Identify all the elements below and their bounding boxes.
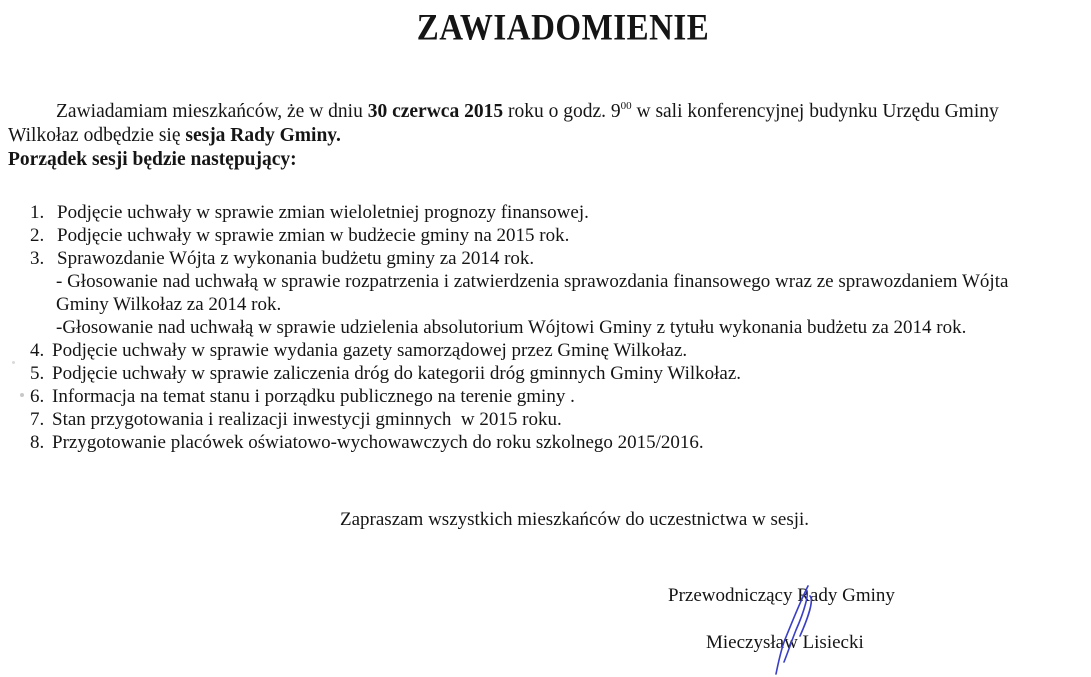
agenda-item bbox=[56, 316, 966, 339]
agenda-item-number: 5. bbox=[30, 363, 45, 384]
intro-line2-text: Wilkołaz odbędzie się bbox=[8, 125, 186, 146]
signatory-name: Mieczysław Lisiecki bbox=[706, 632, 864, 653]
agenda-item-number: 7. bbox=[30, 409, 45, 430]
handwritten-signature bbox=[770, 582, 830, 677]
agenda-item-text: Gminy Wilkołaz za 2014 rok. bbox=[56, 294, 282, 315]
agenda-item-text: -Głosowanie nad uchwałą w sprawie udzielenia absolutorium Wójtowi Gminy z tytułu wykonania budżetu za 2014 rok. bbox=[56, 317, 967, 338]
time-superscript: 00 bbox=[620, 100, 632, 112]
agenda-item-text: Stan przygotowania i realizacji inwestycji gminnych w 2015 roku. bbox=[52, 409, 562, 430]
signatory-title: Przewodniczący Rady Gminy bbox=[668, 585, 895, 606]
closing-invitation: Zapraszam wszystkich mieszkańców do uczestnictwa w sesji. bbox=[340, 509, 810, 530]
session-name: sesja Rady Gminy. bbox=[185, 125, 341, 146]
agenda-item bbox=[30, 408, 562, 431]
agenda-item bbox=[30, 431, 704, 454]
agenda-item-number: 2. bbox=[30, 225, 45, 246]
agenda-item-number: 4. bbox=[30, 340, 45, 361]
agenda-heading: Porządek sesji będzie następujący: bbox=[8, 149, 297, 170]
agenda-item bbox=[56, 293, 281, 316]
agenda-item bbox=[30, 247, 534, 270]
agenda-item bbox=[30, 201, 589, 224]
intro-text-part1: Zawiadamiam mieszkańców, że w dniu bbox=[56, 101, 368, 122]
scan-speck bbox=[12, 361, 15, 364]
agenda-item bbox=[56, 270, 1008, 293]
agenda-item-number: 3. bbox=[30, 248, 45, 269]
intro-line-1 bbox=[56, 100, 999, 124]
agenda-item bbox=[30, 224, 569, 247]
agenda-item bbox=[30, 385, 575, 408]
agenda-item-number: 6. bbox=[30, 386, 45, 407]
intro-line-2 bbox=[8, 124, 341, 148]
agenda-item-number: 8. bbox=[30, 432, 45, 453]
agenda-item bbox=[30, 362, 741, 385]
agenda-item bbox=[30, 339, 687, 362]
agenda-item-text: Informacja na temat stanu i porządku publicznego na terenie gminy . bbox=[52, 386, 575, 407]
scan-speck bbox=[20, 393, 24, 397]
agenda-item-text: Podjęcie uchwały w sprawie zmian wieloletniej prognozy finansowej. bbox=[57, 202, 589, 223]
agenda-item-text: Sprawozdanie Wójta z wykonania budżetu gminy za 2014 rok. bbox=[57, 248, 535, 269]
session-date: 30 czerwca 2015 bbox=[367, 101, 504, 122]
agenda-item-text: Podjęcie uchwały w sprawie wydania gazety samorządowej przez Gminę Wilkołaz. bbox=[52, 340, 688, 361]
document-title: ZAWIADOMIENIE bbox=[416, 8, 710, 49]
agenda-item-text: Przygotowanie placówek oświatowo-wychowawczych do roku szkolnego 2015/2016. bbox=[52, 432, 704, 453]
intro-text-part3: w sali konferencyjnej budynku Urzędu Gminy bbox=[631, 101, 999, 122]
agenda-item-number: 1. bbox=[30, 202, 45, 223]
agenda-item-text: - Głosowanie nad uchwałą w sprawie rozpatrzenia i zatwierdzenia sprawozdania finansowego wraz ze sprawozdaniem Wójta bbox=[56, 271, 1009, 292]
agenda-item-text: Podjęcie uchwały w sprawie zmian w budżecie gminy na 2015 rok. bbox=[57, 225, 570, 246]
intro-text-part2: roku o godz. 9 bbox=[503, 101, 621, 122]
agenda-item-text: Podjęcie uchwały w sprawie zaliczenia dróg do kategorii dróg gminnych Gminy Wilkołaz. bbox=[52, 363, 742, 384]
